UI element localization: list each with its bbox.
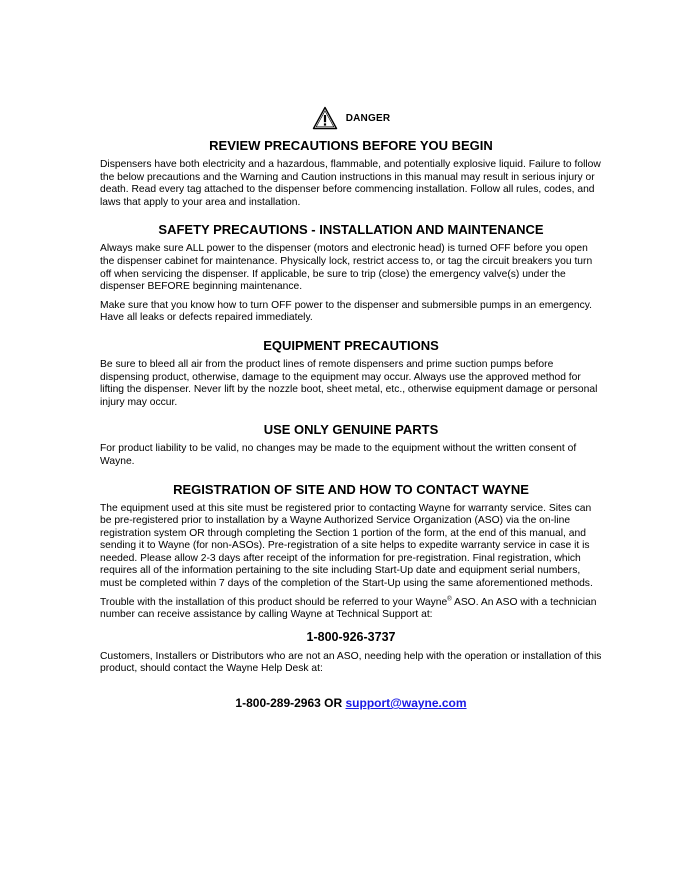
genuine-parts-text: For product liability to be valid, no changes may be made to the equipment without the written consent of Wayne. <box>100 443 577 467</box>
warning-triangle-icon <box>312 106 338 130</box>
registration-text-2 <box>100 597 602 622</box>
review-precautions-heading: REVIEW PRECAUTIONS BEFORE YOU BEGIN <box>209 138 493 153</box>
registration-text-2-end: ASO. An ASO with a technician number can receive assistance by calling Wayne at Technical Support at: <box>100 596 597 621</box>
support-email-link[interactable]: support@wayne.com <box>345 696 467 711</box>
help-desk-text: Customers, Installers or Distributors who are not an ASO, needing help with the operation or installation of this product, should contact the Wayne Help Desk at: <box>100 650 602 675</box>
registration-text-1: The equipment used at this site must be registered prior to contacting Wayne for warranty service. Sites can be pre-registered prior to installation by a Wayne Authorized Service Organization (ASO) via the on-line registration system OR through completing the Section 1 portion of the form, at the end of this manual, and sending it to Wayne (for non-ASOs). Pre-registration of a site helps to expedite warranty service in case it is needed. Please allow 2-3 days after receipt of the information for pre-registration. Final registration, which requires all of the information pertaining to the site including Start-Up date and equipment serial numbers, must be completed within 7 days of the completion of the Start-Up using the same aforementioned methods. <box>100 502 593 590</box>
equipment-precautions-heading: EQUIPMENT PRECAUTIONS <box>263 337 439 353</box>
review-precautions-text: Dispensers have both electricity and a hazardous, flammable, and potentially explosive liquid. Failure to follow the below precautions and the Warning and Caution instructions in this manual may result in serious injury or death. Read every tag attached to the dispenser before commencing installation. Follow all rules, codes, and laws that apply to your area and installation. <box>100 159 601 208</box>
registration-text-2-start: Trouble with the installation of this product should be referred to your Wayne <box>100 596 448 608</box>
registered-mark: ® <box>447 596 452 603</box>
safety-precautions-text-1: Always make sure ALL power to the dispenser (motors and electronic head) is turned OFF before you open the dispenser cabinet for maintenance. Physically lock, restrict access to, or tag the circuit breakers you turn off when servicing the dispenser. If applicable, be sure to trip (close) the emergency valve(s) under the dispenser BEFORE beginning maintenance. <box>100 243 593 293</box>
help-desk-phone: 1-800-289-2963 <box>235 696 321 711</box>
safety-precautions-heading: SAFETY PRECAUTIONS - INSTALLATION AND MAINTENANCE <box>158 222 544 238</box>
safety-precautions-text-2: Make sure that you know how to turn OFF power to the dispenser and submersible pumps in an emergency. Have all leaks or defects repaired immediately. <box>100 299 593 324</box>
help-desk-contact <box>100 696 602 711</box>
or-separator: OR <box>320 696 346 711</box>
technical-support-phone: 1-800-926-3737 <box>306 629 396 644</box>
equipment-precautions-text: Be sure to bleed all air from the product lines of remote dispensers and prime suction pumps before dispensing product, otherwise, damage to the equipment may occur. Always use the approved method for lifting the dispenser. Never lift by the nozzle boot, sheet metal, etc., otherwise equipment damage or personal injury may occur. <box>100 358 598 408</box>
danger-header <box>100 104 602 132</box>
document-page <box>100 104 602 711</box>
genuine-parts-heading: USE ONLY GENUINE PARTS <box>263 422 439 438</box>
registration-heading: REGISTRATION OF SITE AND HOW TO CONTACT WAYNE <box>173 481 529 497</box>
danger-label: DANGER <box>345 112 391 124</box>
